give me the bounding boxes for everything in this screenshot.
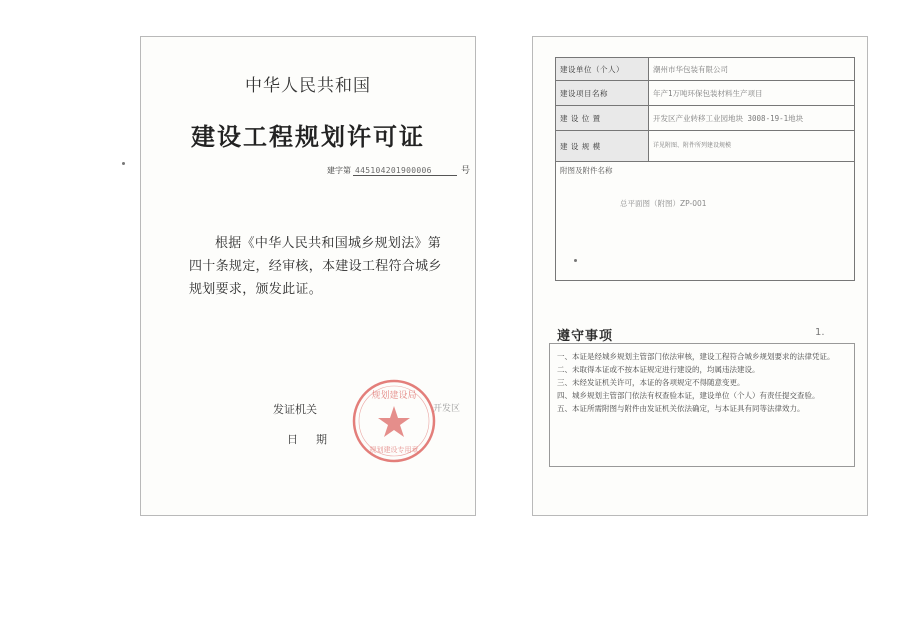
stamp-text-bottom: 规划建设专用章 [369,446,419,454]
rules-list [557,351,857,416]
table-label: 建设单位（个人） [556,58,649,81]
table-value: 详见附图、附件所列建设规模 [649,131,855,162]
attachments-text: 总平面图（附图）ZP-001 [620,199,707,208]
attachments-label: 附图及附件名称 [560,166,613,175]
official-seal-stamp [349,376,439,466]
table-value: 潮州市华包装有限公司 [649,58,855,81]
table-row [556,162,855,281]
rules-title: 遵守事项 [557,329,614,344]
table-row [556,106,855,131]
scan-speck [122,162,125,165]
table-row [556,81,855,106]
attachments-cell [556,162,855,281]
certificate-number-row [327,163,470,176]
table-label: 建 设 规 模 [556,131,649,162]
list-item: 五、本证所需附图与附件由发证机关依法确定，与本证具有同等法律效力。 [557,404,805,413]
list-item: 三、未经发证机关许可，本证的各项规定不得随意变更。 [557,378,745,387]
country-title: 中华人民共和国 [245,76,371,96]
date-label-2: 期 [316,433,327,446]
certificate-number-label: 建字第 [327,166,351,175]
certificate-title: 建设工程规划许可证 [191,123,425,151]
certificate-left-page [140,36,476,516]
date-row [287,431,327,447]
table-row [556,58,855,81]
issuer-value: 开发区 [433,404,461,414]
project-info-table [555,57,855,281]
certificate-body-text: 根据《中华人民共和国城乡规划法》第四十条规定，经审核，本建设工程符合城乡规划要求，颁发此证。 [189,236,442,297]
rules-mark: 1. [815,327,825,338]
stamp-text-top: 规划建设局 [371,391,417,401]
list-item: 一、本证是经城乡规划主管部门依法审核，建设工程符合城乡规划要求的法律凭证。 [557,352,835,361]
issuer-label: 发证机关 [273,403,317,416]
table-value: 开发区产业转移工业园地块 3008-19-1地块 [649,106,855,131]
table-row [556,131,855,162]
list-item: 二、未取得本证或不按本证规定进行建设的，均属违法建设。 [557,365,760,374]
table-label: 建 设 位 置 [556,106,649,131]
table-label: 建设项目名称 [556,81,649,106]
certificate-right-page [532,36,868,516]
table-value: 年产1万吨环保包装材料生产项目 [649,81,855,106]
certificate-number-value: 445104201900006 [353,166,457,176]
certificate-number-suffix: 号 [461,166,471,176]
list-item: 四、城乡规划主管部门依法有权查验本证，建设单位（个人）有责任提交查验。 [557,391,820,400]
scan-speck [574,259,577,262]
date-label: 日 [287,433,298,446]
